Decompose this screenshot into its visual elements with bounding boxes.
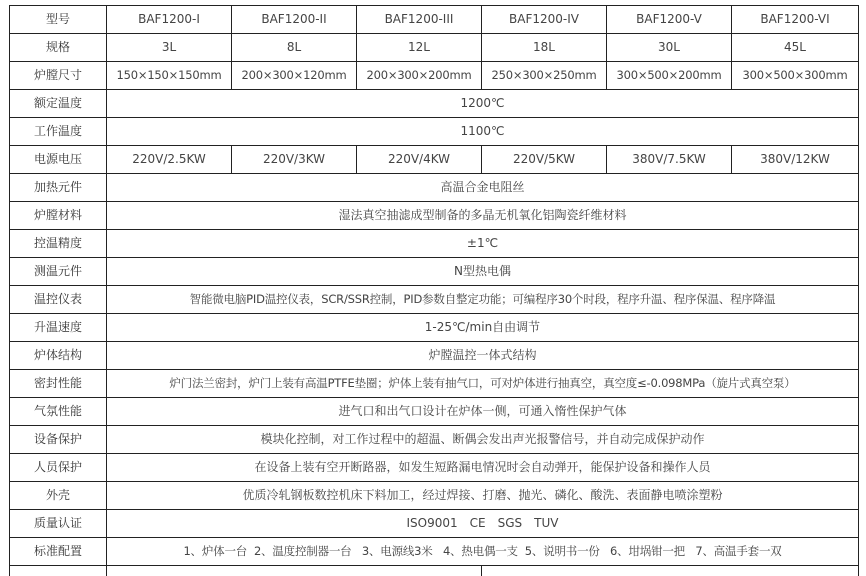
table-row-casing bbox=[10, 482, 859, 510]
table-row-chamber-material bbox=[10, 202, 859, 230]
table-row-personnel-protection bbox=[10, 454, 859, 482]
table-row-atmosphere bbox=[10, 398, 859, 426]
value-cell: 300×500×200mm bbox=[607, 62, 732, 90]
value-cell: 8L bbox=[232, 34, 357, 62]
table-row-standard-config bbox=[10, 538, 859, 566]
value-cell: 在设备上装有空开断路器，如发生短路漏电情况时会自动弹开，能保护设备和操作人员 bbox=[107, 454, 859, 482]
row-label: 升温速度 bbox=[10, 314, 107, 342]
value-cell: 优质冷轧钢板数控机床下料加工，经过焊接、打磨、抛光、磷化、酸洗、表面静电喷涂塑粉 bbox=[107, 482, 859, 510]
value-cell: 12L bbox=[357, 34, 482, 62]
row-label: 温控仪表 bbox=[10, 286, 107, 314]
value-cell: 1-25℃/min自由调节 bbox=[107, 314, 859, 342]
table-row-temp-accuracy bbox=[10, 230, 859, 258]
model-cell: BAF1200-I bbox=[107, 6, 232, 34]
empty-cell bbox=[10, 566, 107, 576]
table-row-heating-element bbox=[10, 174, 859, 202]
row-label: 规格 bbox=[10, 34, 107, 62]
row-label: 电源电压 bbox=[10, 146, 107, 174]
row-label: 控温精度 bbox=[10, 230, 107, 258]
table-row-equipment-protection bbox=[10, 426, 859, 454]
row-label: 工作温度 bbox=[10, 118, 107, 146]
table-row-heating-rate bbox=[10, 314, 859, 342]
value-cell: 1、炉体一台 2、温度控制器一台 3、电源线3米 4、热电偶一支 5、说明书一份 6、坩埚钳一把 7、高温手套一双 bbox=[107, 538, 859, 566]
model-cell: BAF1200-III bbox=[357, 6, 482, 34]
value-cell: 220V/5KW bbox=[482, 146, 607, 174]
value-cell: 炉膛温控一体式结构 bbox=[107, 342, 859, 370]
value-cell: 湿法真空抽滤成型制备的多晶无机氧化铝陶瓷纤维材料 bbox=[107, 202, 859, 230]
value-cell: 380V/12KW bbox=[732, 146, 859, 174]
model-cell: BAF1200-II bbox=[232, 6, 357, 34]
row-label: 炉体结构 bbox=[10, 342, 107, 370]
value-cell: 模块化控制，对工作过程中的超温、断偶会发出声光报警信号，并自动完成保护动作 bbox=[107, 426, 859, 454]
table-row-thermocouple bbox=[10, 258, 859, 286]
row-label: 炉膛材料 bbox=[10, 202, 107, 230]
row-label: 设备保护 bbox=[10, 426, 107, 454]
empty-cell bbox=[107, 566, 482, 576]
value-cell: ISO9001 CE SGS TUV bbox=[107, 510, 859, 538]
value-cell: ±1℃ bbox=[107, 230, 859, 258]
row-label: 标准配置 bbox=[10, 538, 107, 566]
table-row-certification bbox=[10, 510, 859, 538]
value-cell: 30L bbox=[607, 34, 732, 62]
table-row-model bbox=[10, 6, 859, 34]
value-cell: 220V/4KW bbox=[357, 146, 482, 174]
value-cell: 220V/2.5KW bbox=[107, 146, 232, 174]
table-row-rated-temp bbox=[10, 90, 859, 118]
value-cell: 220V/3KW bbox=[232, 146, 357, 174]
value-cell: 300×500×300mm bbox=[732, 62, 859, 90]
value-cell: 200×300×120mm bbox=[232, 62, 357, 90]
row-label: 气氛性能 bbox=[10, 398, 107, 426]
value-cell: 智能微电脑PID温控仪表，SCR/SSR控制，PID参数自整定功能；可编程序30个时段，程序升温、程序保温、程序降温 bbox=[107, 286, 859, 314]
row-label: 人员保护 bbox=[10, 454, 107, 482]
table-row-working-temp bbox=[10, 118, 859, 146]
value-cell: 150×150×150mm bbox=[107, 62, 232, 90]
table-row-partial bbox=[10, 566, 859, 576]
value-cell: 45L bbox=[732, 34, 859, 62]
value-cell: 18L bbox=[482, 34, 607, 62]
table-row-controller bbox=[10, 286, 859, 314]
table-row-capacity bbox=[10, 34, 859, 62]
table-row-power bbox=[10, 146, 859, 174]
row-label: 质量认证 bbox=[10, 510, 107, 538]
model-cell: BAF1200-IV bbox=[482, 6, 607, 34]
value-cell: 炉门法兰密封，炉门上装有高温PTFE垫圈；炉体上装有抽气口，可对炉体进行抽真空，真空度≤-0.098MPa（旋片式真空泵） bbox=[107, 370, 859, 398]
value-cell: 200×300×200mm bbox=[357, 62, 482, 90]
value-cell: N型热电偶 bbox=[107, 258, 859, 286]
value-cell: 1200℃ bbox=[107, 90, 859, 118]
value-cell: 进气口和出气口设计在炉体一侧，可通入惰性保护气体 bbox=[107, 398, 859, 426]
table-row-structure bbox=[10, 342, 859, 370]
value-cell: 380V/7.5KW bbox=[607, 146, 732, 174]
row-label: 型号 bbox=[10, 6, 107, 34]
row-label: 炉膛尺寸 bbox=[10, 62, 107, 90]
model-cell: BAF1200-VI bbox=[732, 6, 859, 34]
model-cell: BAF1200-V bbox=[607, 6, 732, 34]
table-row-chamber-size bbox=[10, 62, 859, 90]
spec-table bbox=[9, 5, 859, 576]
row-label: 密封性能 bbox=[10, 370, 107, 398]
row-label: 外壳 bbox=[10, 482, 107, 510]
table-row-sealing bbox=[10, 370, 859, 398]
value-cell: 高温合金电阻丝 bbox=[107, 174, 859, 202]
row-label: 额定温度 bbox=[10, 90, 107, 118]
value-cell: 250×300×250mm bbox=[482, 62, 607, 90]
value-cell: 1100℃ bbox=[107, 118, 859, 146]
value-cell: 3L bbox=[107, 34, 232, 62]
row-label: 测温元件 bbox=[10, 258, 107, 286]
row-label: 加热元件 bbox=[10, 174, 107, 202]
empty-cell bbox=[482, 566, 859, 576]
